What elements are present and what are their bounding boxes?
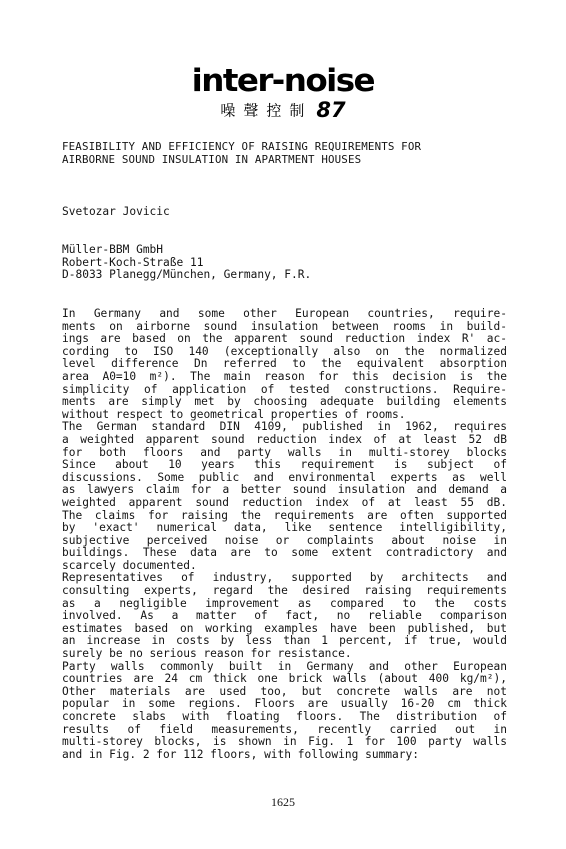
paragraph	[62, 661, 507, 762]
text-line: ments on airborne sound insulation between rooms in build-	[62, 319, 507, 333]
text-line: as lawyers claim for a better sound insulation and demand a	[62, 483, 507, 497]
text-line: weighted apparent sound reduction index of at least 55 dB.	[62, 495, 507, 509]
text-line: simplicity of application of tested constructions. Require-	[62, 382, 507, 396]
text-line: scarcely documented.	[62, 558, 197, 572]
text-line: involved. As a matter of fact, no reliable comparison	[62, 609, 507, 623]
text-line: The German standard DIN 4109, published in 1962, requires	[62, 420, 507, 434]
conference-logo	[0, 63, 566, 122]
text-line: ings are based on the apparent sound reduction index R' ac-	[62, 332, 507, 346]
text-line: ments are simply met by choosing adequate building elements	[62, 395, 507, 409]
logo-subline	[0, 98, 566, 122]
text-line: In Germany and some other European countries, require-	[62, 307, 507, 320]
logo-chinese-characters: 噪聲控制	[220, 101, 313, 120]
title-line: FEASIBILITY AND EFFICIENCY OF RAISING REQUIREMENTS FOR	[62, 140, 422, 153]
logo-year: 87	[316, 98, 346, 122]
text-line: cording to ISO 140 (exceptionally also on the normalized	[62, 344, 507, 358]
text-line: and in Fig. 2 for 112 floors, with following summary:	[62, 747, 419, 761]
text-line: surely be no serious reason for resistance.	[62, 647, 352, 661]
affiliation-line: Müller-BBM GmbH	[62, 243, 164, 256]
logo-wordmark: inter-noise	[191, 63, 375, 99]
text-line: an increase in costs by less than 1 percent, if true, would	[62, 634, 507, 648]
text-line: for both floors and party walls in multi-storey blocks	[62, 445, 507, 459]
text-line: Party walls commonly built in Germany and other European	[62, 659, 507, 673]
text-line: popular in some regions. Floors are usually 16-20 cm thick	[62, 697, 507, 711]
text-line: Representatives of industry, supported by architects and	[62, 571, 507, 585]
text-line: results of field measurements, recently carried out in	[62, 722, 507, 736]
text-line: level difference Dn referred to the equivalent absorption	[62, 357, 507, 371]
author-name: Svetozar Jovicic	[62, 205, 170, 218]
affiliation-line: Robert-Koch-Straße 11	[62, 255, 204, 269]
text-line: buildings. These data are to some extent contradictory and	[62, 546, 507, 560]
paper-title	[62, 141, 507, 166]
text-line: without respect to geometrical properties of rooms.	[62, 407, 406, 421]
text-line: discussions. Some public and environmental experts as well	[62, 470, 507, 484]
body-text	[62, 308, 507, 761]
text-line: by 'exact' numerical data, like sentence intelligibility,	[62, 521, 507, 535]
text-line: multi-storey blocks, is shown in Fig. 1 for 100 party walls	[62, 735, 507, 749]
paragraph	[62, 308, 507, 421]
text-line: Since about 10 years this requirement is subject of	[62, 458, 507, 472]
text-line: subjective perceived noise or complaints about noise in	[62, 533, 507, 547]
text-line: estimates based on working examples have been published, but	[62, 621, 507, 635]
title-line: AIRBORNE SOUND INSULATION IN APARTMENT HOUSES	[62, 152, 362, 166]
affiliation	[62, 244, 507, 282]
paragraph	[62, 421, 507, 572]
text-line: countries are 24 cm thick one brick walls (about 400 kg/m²),	[62, 672, 507, 686]
affiliation-line: D-8033 Planegg/München, Germany, F.R.	[62, 268, 312, 282]
paragraph	[62, 572, 507, 660]
text-line: consulting experts, regard the desired raising requirements	[62, 584, 507, 598]
text-line: area A0=10 m²). The main reason for this decision is the	[62, 369, 507, 383]
text-line: The claims for raising the requirements are often supported	[62, 508, 507, 522]
text-line: as a negligible improvement as compared to the costs	[62, 596, 507, 610]
text-line: a weighted apparent sound reduction index of at least 52 dB	[62, 432, 507, 446]
page-number: 1625	[271, 795, 295, 809]
text-line: Other materials are used too, but concrete walls are not	[62, 684, 507, 698]
text-line: concrete slabs with floating floors. The distribution of	[62, 710, 507, 723]
